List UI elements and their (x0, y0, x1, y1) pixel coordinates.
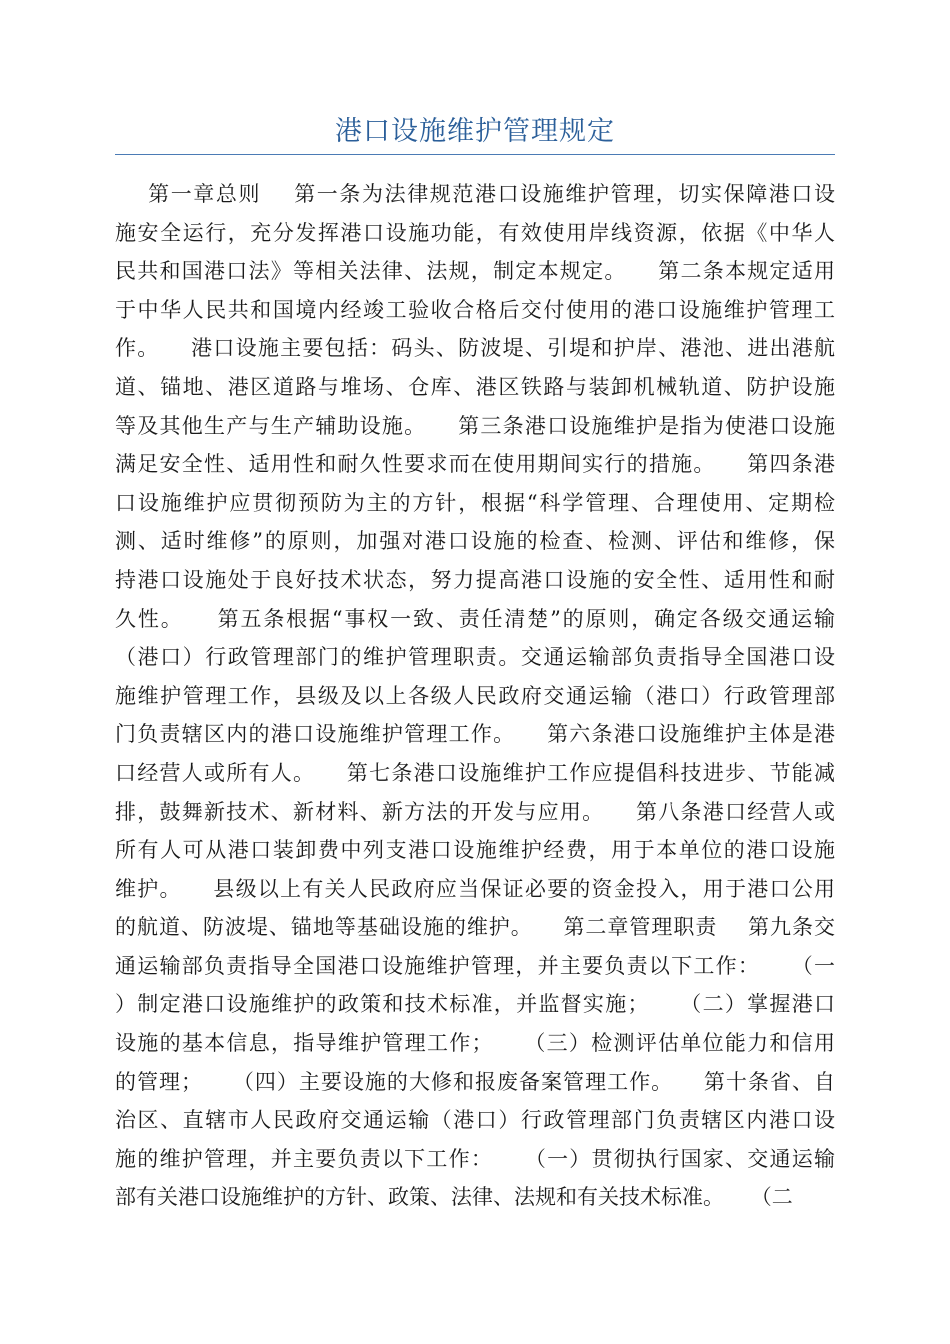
body-line: 所有人可从港口装卸费中列支港口设施维护经费，用于本单位的港口设施 (115, 838, 835, 863)
body-line: 道、锚地、港区道路与堆场、仓库、港区铁路与装卸机械轨道、防护设施 (115, 374, 835, 399)
body-line: ）制定港口设施维护的政策和技术标准，并监督实施； （二）掌握港口 (115, 992, 835, 1017)
body-line: 持港口设施处于良好技术状态，努力提高港口设施的安全性、适用性和耐 (115, 567, 835, 592)
body-line: 门负责辖区内的港口设施维护管理工作。 第六条港口设施维护主体是港 (115, 722, 835, 747)
body-line: 的管理； （四）主要设施的大修和报废备案管理工作。 第十条省、自 (115, 1069, 835, 1094)
body-line: 的航道、防波堤、锚地等基础设施的维护。 第二章管理职责 第九条交 (115, 915, 835, 940)
body-line: 维护。 县级以上有关人民政府应当保证必要的资金投入，用于港口公用 (115, 876, 835, 901)
body-line: 治区、直辖市人民政府交通运输（港口）行政管理部门负责辖区内港口设 (115, 1108, 835, 1133)
body-line: 施的维护管理，并主要负责以下工作： （一）贯彻执行国家、交通运输 (115, 1146, 835, 1171)
body-line: 作。 港口设施主要包括：码头、防波堤、引堤和护岸、港池、进出港航 (115, 336, 835, 361)
body-line: 第一章总则 第一条为法律规范港口设施维护管理，切实保障港口设 (115, 182, 835, 206)
body-line: 设施的基本信息，指导维护管理工作； （三）检测评估单位能力和信用 (115, 1031, 835, 1056)
body-line: 满足安全性、适用性和耐久性要求而在使用期间实行的措施。 第四条港 (115, 452, 835, 477)
title-underline (115, 154, 835, 155)
body-line: 部有关港口设施维护的方针、政策、法律、法规和有关技术标准。 （二 (115, 1185, 793, 1210)
body-line: 施安全运行，充分发挥港口设施功能，有效使用岸线资源，依据《中华人 (115, 220, 835, 245)
body-line: 于中华人民共和国境内经竣工验收合格后交付使用的港口设施维护管理工 (115, 297, 835, 322)
body-line: 测、适时维修”的原则，加强对港口设施的检查、检测、评估和维修，保 (115, 529, 835, 554)
body-line: 口经营人或所有人。 第七条港口设施维护工作应提倡科技进步、节能减 (115, 760, 835, 785)
document-title: 港口设施维护管理规定 (335, 116, 615, 147)
body-line: （港口）行政管理部门的维护管理职责。交通运输部负责指导全国港口设 (115, 645, 835, 670)
body-line: 等及其他生产与生产辅助设施。 第三条港口设施维护是指为使港口设施 (115, 413, 835, 438)
body-line: 通运输部负责指导全国港口设施维护管理，并主要负责以下工作： （一 (115, 953, 835, 978)
body-line: 民共和国港口法》等相关法律、法规，制定本规定。 第二条本规定适用 (115, 259, 835, 284)
body-line: 排，鼓舞新技术、新材料、新方法的开发与应用。 第八条港口经营人或 (115, 799, 835, 824)
document-body (115, 175, 835, 1217)
body-line: 口设施维护应贯彻预防为主的方针，根据“科学管理、合理使用、定期检 (115, 490, 835, 515)
body-line: 施维护管理工作，县级及以上各级人民政府交通运输（港口）行政管理部 (115, 683, 835, 708)
body-line: 久性。 第五条根据“事权一致、责任清楚”的原则，确定各级交通运输 (115, 606, 835, 631)
